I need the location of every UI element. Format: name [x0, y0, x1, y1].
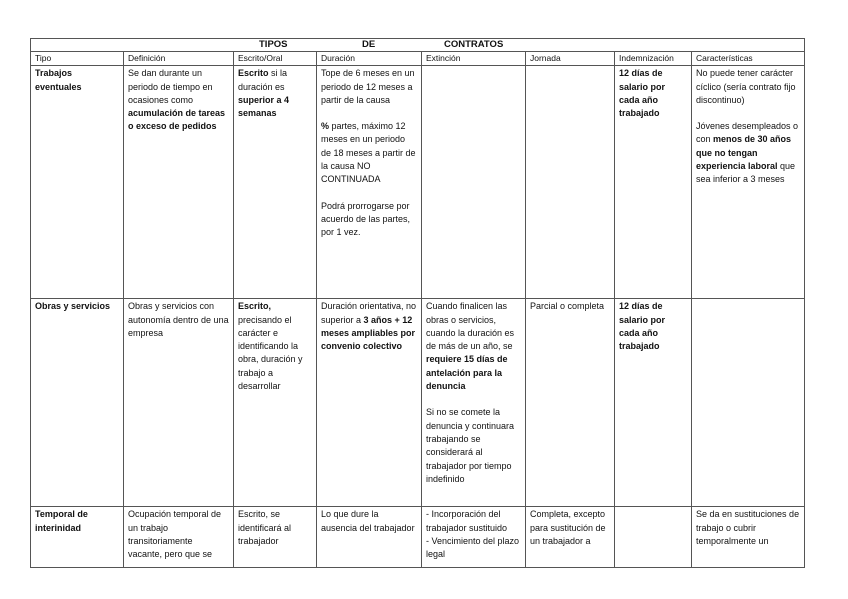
title-word-3: CONTRATOS [444, 39, 504, 50]
cell-definicion: Ocupación temporal de un trabajo transitoriamente vacante, pero que se [124, 507, 234, 568]
header-indemnizacion: Indemnización [615, 52, 692, 66]
table-title [31, 39, 805, 52]
cell-extincion [422, 66, 526, 299]
cell-jornada: Parcial o completa [526, 299, 615, 507]
cell-duracion: Duración orientativa, no superior a 3 años + 12 meses ampliables por convenio colectivo [317, 299, 422, 507]
cell-indemnizacion: 12 días de salario por cada año trabajado [615, 66, 692, 299]
cell-jornada: Completa, excepto para sustitución de un trabajador a [526, 507, 615, 568]
cell-tipo: Temporal de interinidad [31, 507, 124, 568]
cell-escrito: Escrito si la duración es superior a 4 semanas [234, 66, 317, 299]
cell-caracteristicas: Se da en sustituciones de trabajo o cubrir temporalmente un [692, 507, 805, 568]
cell-duracion: Lo que dure la ausencia del trabajador [317, 507, 422, 568]
cell-definicion: Se dan durante un periodo de tiempo en ocasiones como acumulación de tareas o exceso de pedidos [124, 66, 234, 299]
title-row [31, 39, 805, 52]
title-word-1: TIPOS [259, 39, 288, 50]
cell-tipo: Obras y servicios [31, 299, 124, 507]
cell-tipo: Trabajos eventuales [31, 66, 124, 299]
cell-jornada [526, 66, 615, 299]
table-row [31, 507, 805, 568]
header-jornada: Jornada [526, 52, 615, 66]
cell-definicion: Obras y servicios con autonomía dentro de una empresa [124, 299, 234, 507]
cell-escrito: Escrito, precisando el carácter e identificando la obra, duración y trabajo a desarrollar [234, 299, 317, 507]
cell-extincion: Cuando finalicen las obras o servicios, cuando la duración es de más de un año, se requiere 15 días de antelación para la denuncia Si no se comete la denuncia y continuara trabajando se considerará al trabajador por tiempo indefinido [422, 299, 526, 507]
title-word-2: DE [362, 39, 376, 50]
header-extincion: Extinción [422, 52, 526, 66]
header-caracteristicas: Características [692, 52, 805, 66]
header-tipo: Tipo [31, 52, 124, 66]
header-duracion: Duración [317, 52, 422, 66]
cell-indemnizacion [615, 507, 692, 568]
cell-caracteristicas: No puede tener carácter cíclico (sería contrato fijo discontinuo) Jóvenes desempleados o con menos de 30 años que no tengan experiencia laboral que sea inferior a 3 meses [692, 66, 805, 299]
cell-duracion: Tope de 6 meses en un periodo de 12 meses a partir de la causa % partes, máximo 12 meses en un periodo de 18 meses a partir de la causa NO CONTINUADA Podrá prorrogarse por acuerdo de las partes, por 1 vez. [317, 66, 422, 299]
cell-caracteristicas [692, 299, 805, 507]
table-row [31, 66, 805, 299]
header-row [31, 52, 805, 66]
header-definicion: Definición [124, 52, 234, 66]
cell-extincion: - Incorporación del trabajador sustituido - Vencimiento del plazo legal [422, 507, 526, 568]
contracts-table [30, 38, 805, 568]
cell-escrito: Escrito, se identificará al trabajador [234, 507, 317, 568]
table-row [31, 299, 805, 507]
cell-indemnizacion: 12 días de salario por cada año trabajado [615, 299, 692, 507]
header-escrito: Escrito/Oral [234, 52, 317, 66]
